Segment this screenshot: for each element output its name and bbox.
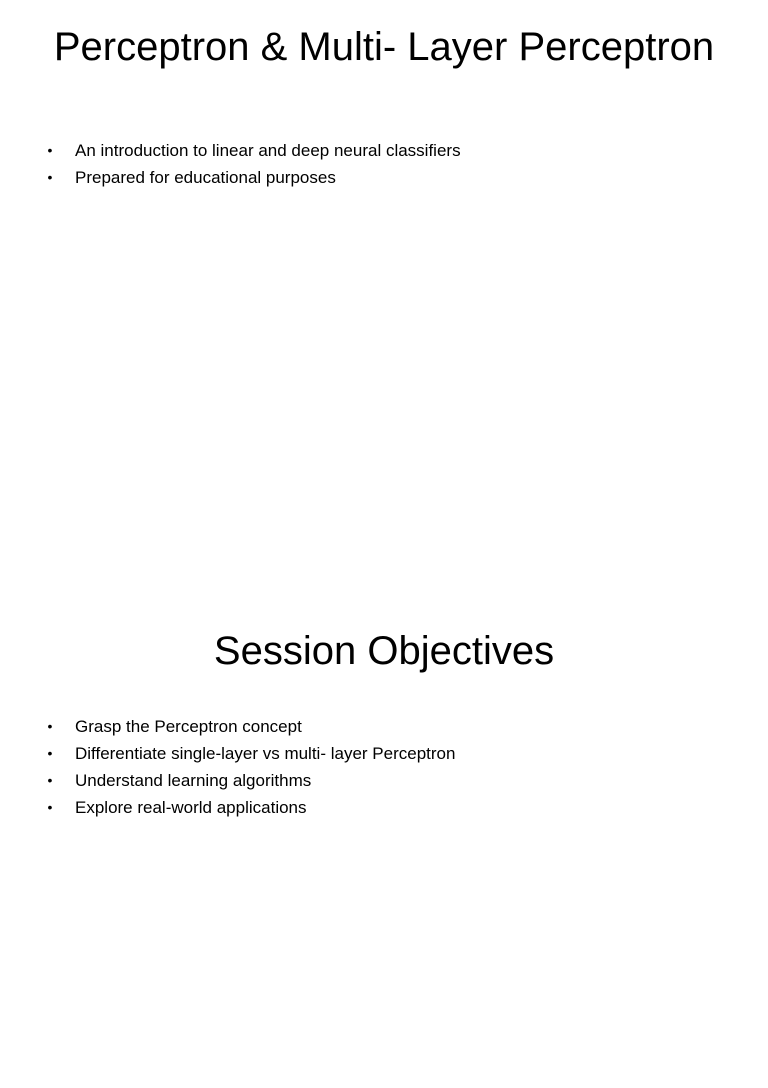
list-item <box>44 767 728 794</box>
bullet-icon: • <box>47 745 53 761</box>
bullet-text: Grasp the Perceptron concept <box>75 717 302 736</box>
bullet-text: An introduction to linear and deep neural classifiers <box>75 141 461 160</box>
bullet-text: Prepared for educational purposes <box>75 168 336 187</box>
bullet-list <box>44 137 728 191</box>
bullet-text: Explore real-world applications <box>75 798 307 817</box>
list-item <box>44 137 728 164</box>
bullet-list <box>44 713 728 821</box>
bullet-icon: • <box>47 718 53 734</box>
bullet-icon: • <box>47 169 53 185</box>
bullet-icon: • <box>47 772 53 788</box>
slide-title: Perceptron & Multi- Layer Perceptron <box>53 25 715 69</box>
list-item <box>44 164 728 191</box>
slide-session-objectives <box>0 576 768 1088</box>
bullet-icon: • <box>47 799 53 815</box>
bullet-icon: • <box>47 142 53 158</box>
list-item <box>44 794 728 821</box>
bullet-text: Differentiate single-layer vs multi- layer Perceptron <box>75 744 456 763</box>
list-item <box>44 713 728 740</box>
slide-title: Session Objectives <box>213 629 555 673</box>
list-item <box>44 740 728 767</box>
slide-title-page <box>0 0 768 512</box>
bullet-text: Understand learning algorithms <box>75 771 312 790</box>
